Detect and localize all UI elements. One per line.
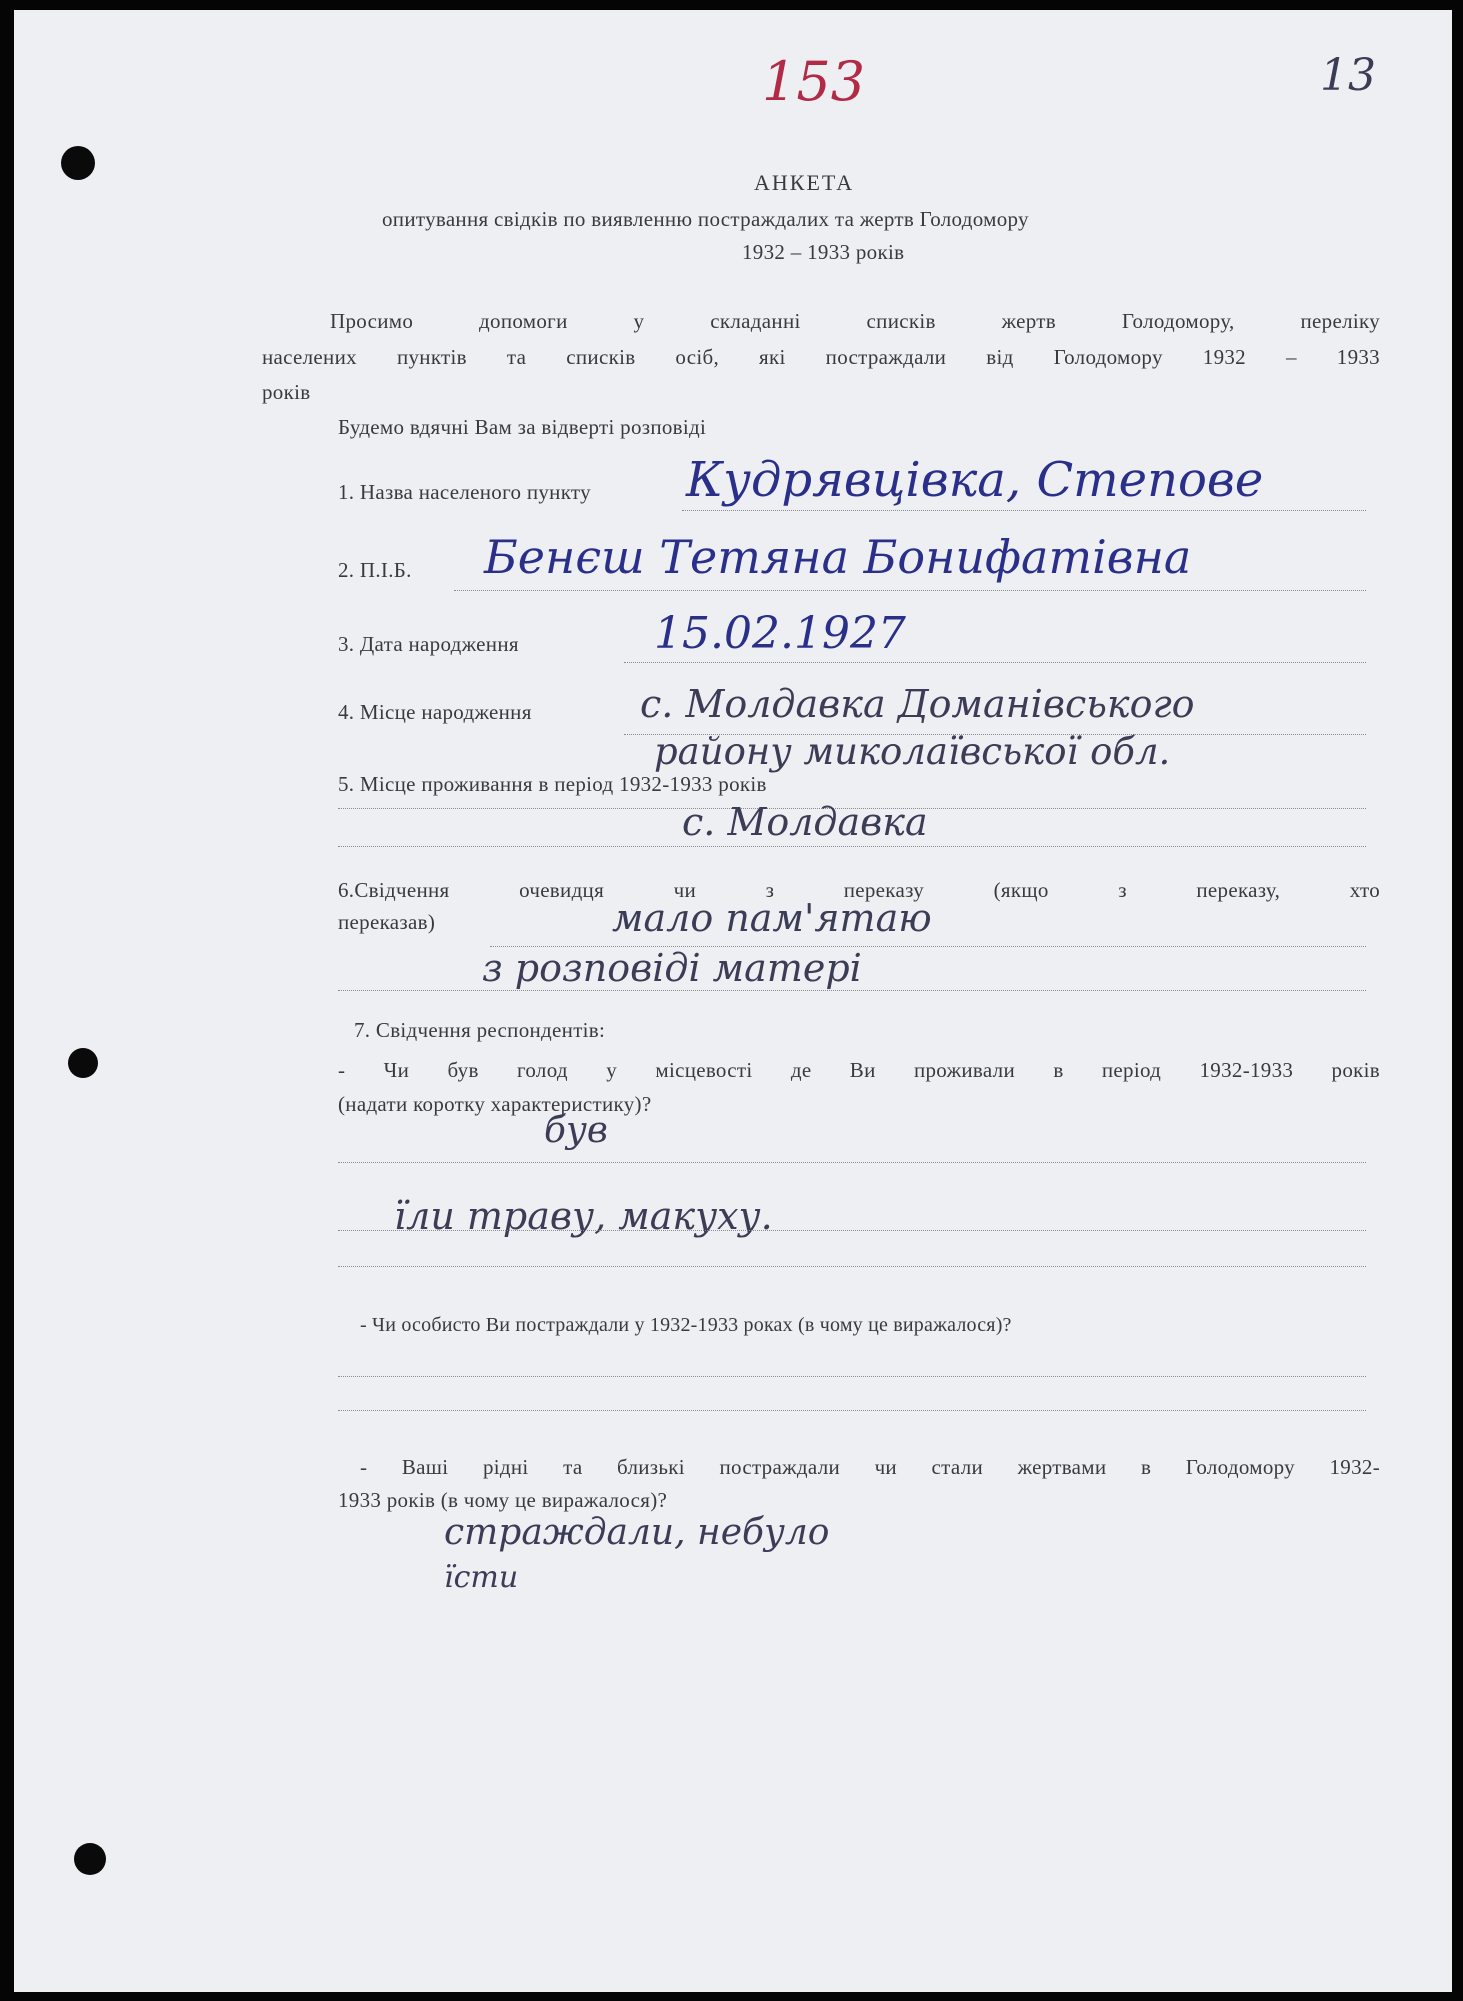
settlement-underline [682, 510, 1366, 511]
intro-line2: населених пунктів та списків осіб, які постраждали від Голодомору 1932 – 1933 [262, 345, 1380, 369]
birthdate-value: 15.02.1927 [654, 608, 906, 659]
birthplace-value-line2: району миколаївської обл. [654, 730, 1171, 773]
question1-line1: - Чи був голод у місцевості де Ви проживали в період 1932-1933 років [338, 1058, 1380, 1082]
punch-hole-top [61, 146, 95, 180]
birthplace-value-line1: с. Молдавка Доманівського [640, 682, 1195, 726]
question1-answer-line2: їли траву, макуху. [394, 1194, 773, 1238]
residence-label: 5. Місце проживання в період 1932-1933 років [338, 772, 767, 796]
punch-hole-bottom [74, 1843, 106, 1875]
residence-underline2 [338, 846, 1366, 847]
question3-answer-line2: їсти [444, 1560, 519, 1595]
question3-line2: 1933 років (в чому це виражалося)? [338, 1488, 668, 1512]
form-title: АНКЕТА [754, 170, 855, 195]
birthplace-label: 4. Місце народження [338, 700, 532, 724]
sheet-number: 13 [1320, 50, 1376, 101]
question3-answer-line1: страждали, небуло [444, 1512, 830, 1553]
name-underline [454, 590, 1366, 591]
name-value: Бенєш Тетяна Бонифатівна [484, 530, 1192, 584]
form-subtitle-line2: 1932 – 1933 років [742, 240, 905, 264]
question1-underline3 [338, 1266, 1366, 1267]
intro-line3: років [262, 380, 311, 404]
archive-number: 153 [762, 50, 866, 113]
question1-answer-line1: був [544, 1110, 608, 1151]
punch-hole-middle [68, 1048, 98, 1078]
intro-line1: Просимо допомоги у складанні списків жертв Голодомору, переліку [330, 309, 1380, 333]
question1-underline1 [338, 1162, 1366, 1163]
birthdate-underline [624, 662, 1366, 663]
question2-underline1 [338, 1376, 1366, 1377]
question3-line1: - Ваші рідні та близькі постраждали чи стали жертвами в Голодомору 1932- [360, 1455, 1380, 1479]
settlement-label: 1. Назва населеного пункту [338, 480, 591, 504]
form-subtitle-line1: опитування свідків по виявленню постраждалих та жертв Голодомору [382, 207, 1029, 231]
question1-underline2 [338, 1230, 1366, 1231]
question2-line1: - Чи особисто Ви постраждали у 1932-1933 роках (в чому це виражалося)? [360, 1314, 1012, 1336]
question2-underline2 [338, 1410, 1366, 1411]
testimony-underline2 [338, 990, 1366, 991]
testimony-value-line2: з розповіді матері [482, 946, 862, 990]
testimony-value-line1: мало пам'ятаю [612, 896, 932, 940]
testimony-label-line1: 6.Свідчення очевидця чи з переказу (якщо з переказу, хто [338, 878, 1380, 902]
settlement-value: Кудрявцівка, Степове [686, 452, 1264, 508]
birthdate-label: 3. Дата народження [338, 632, 519, 656]
residence-value: с. Молдавка [682, 800, 928, 844]
document-page [14, 10, 1452, 1992]
testimony-label-line2: переказав) [338, 910, 436, 934]
question1-line2: (надати коротку характеристику)? [338, 1092, 652, 1116]
respondents-heading: 7. Свідчення респондентів: [354, 1018, 606, 1042]
name-label: 2. П.І.Б. [338, 558, 412, 582]
thanks-line: Будемо вдячні Вам за відверті розповіді [338, 415, 707, 439]
